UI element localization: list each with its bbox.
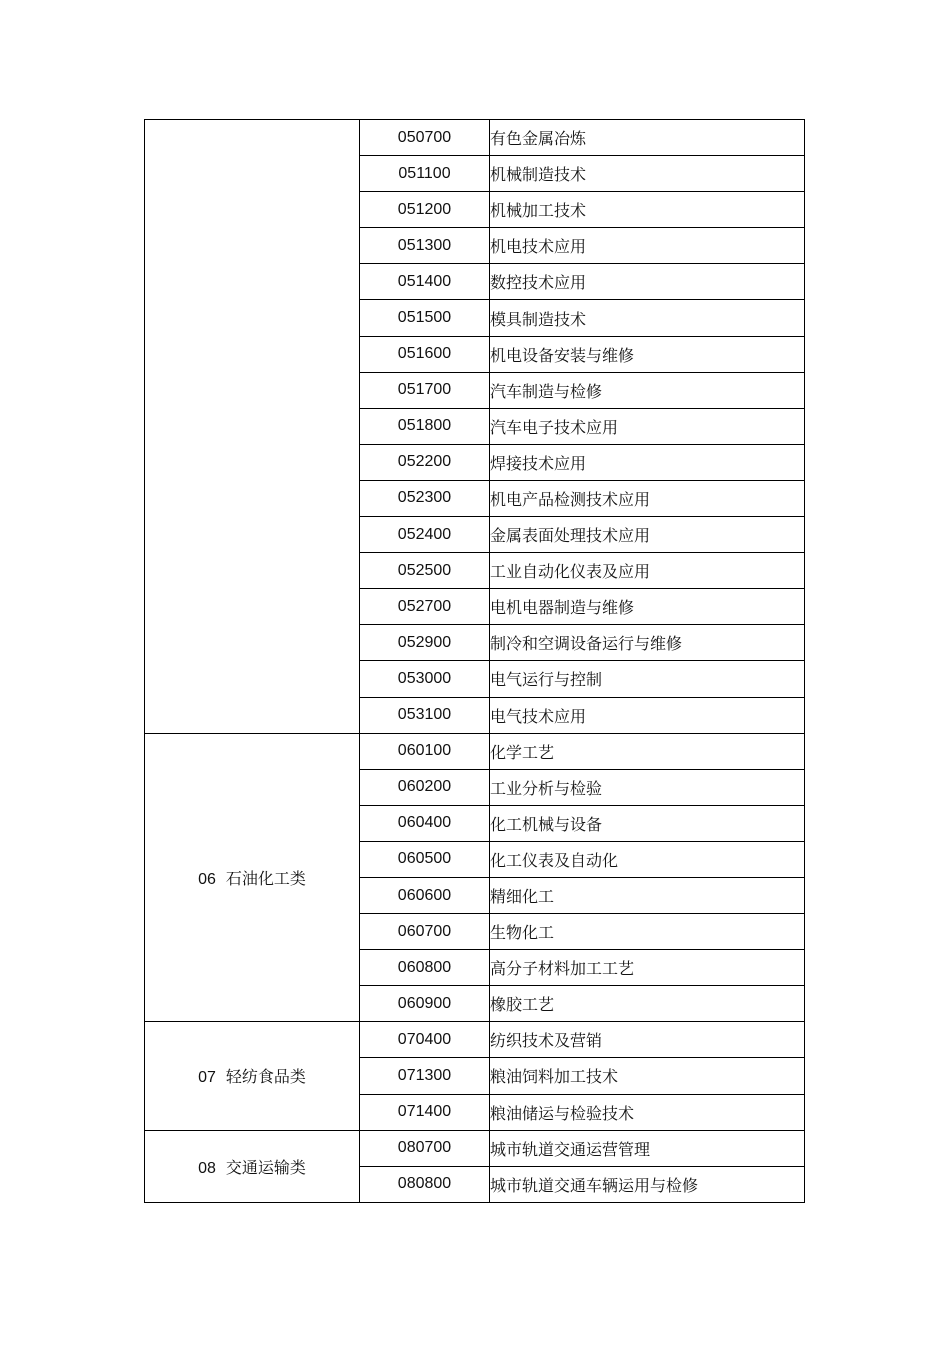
- major-code-cell: 060500: [360, 841, 490, 877]
- major-name-cell: 模具制造技术: [490, 300, 805, 336]
- major-name-cell: 机电技术应用: [490, 228, 805, 264]
- major-name-cell: 橡胶工艺: [490, 986, 805, 1022]
- major-code-cell: 052900: [360, 625, 490, 661]
- major-code-cell: 070400: [360, 1022, 490, 1058]
- category-label: 轻纺食品类: [225, 1067, 306, 1087]
- major-name-cell: 制冷和空调设备运行与维修: [490, 625, 805, 661]
- major-name-cell: 工业自动化仪表及应用: [490, 553, 805, 589]
- table-row: [145, 120, 805, 156]
- major-name-cell: 城市轨道交通运营管理: [490, 1130, 805, 1166]
- major-code-cell: 060600: [360, 877, 490, 913]
- major-catalog-table: [144, 119, 805, 1203]
- major-code-cell: 052700: [360, 589, 490, 625]
- category-cell: [145, 733, 360, 1022]
- table-row: [145, 1130, 805, 1166]
- category-label: 交通运输类: [225, 1157, 306, 1177]
- major-code-cell: 053100: [360, 697, 490, 733]
- category-number: 08: [198, 1159, 216, 1177]
- major-code-cell: 051300: [360, 228, 490, 264]
- category-cell: [145, 1130, 360, 1202]
- major-code-cell: 050700: [360, 120, 490, 156]
- major-code-cell: 051200: [360, 192, 490, 228]
- major-code-cell: 060200: [360, 769, 490, 805]
- major-code-cell: 060400: [360, 805, 490, 841]
- major-name-cell: 城市轨道交通车辆运用与检修: [490, 1166, 805, 1202]
- major-code-cell: 051600: [360, 336, 490, 372]
- major-code-cell: 052300: [360, 480, 490, 516]
- major-name-cell: 机械加工技术: [490, 192, 805, 228]
- table-row: [145, 1022, 805, 1058]
- major-code-cell: 053000: [360, 661, 490, 697]
- major-name-cell: 纺织技术及营销: [490, 1022, 805, 1058]
- major-code-cell: 071400: [360, 1094, 490, 1130]
- major-code-cell: 051500: [360, 300, 490, 336]
- table-row: [145, 733, 805, 769]
- category-cell: [145, 1022, 360, 1130]
- major-name-cell: 电气运行与控制: [490, 661, 805, 697]
- major-name-cell: 汽车制造与检修: [490, 372, 805, 408]
- major-name-cell: 化工机械与设备: [490, 805, 805, 841]
- major-name-cell: 高分子材料加工工艺: [490, 950, 805, 986]
- major-code-cell: 051400: [360, 264, 490, 300]
- category-number: 06: [198, 870, 216, 888]
- major-code-cell: 080800: [360, 1166, 490, 1202]
- major-name-cell: 电机电器制造与维修: [490, 589, 805, 625]
- major-code-cell: 060700: [360, 914, 490, 950]
- major-name-cell: 精细化工: [490, 877, 805, 913]
- major-name-cell: 有色金属冶炼: [490, 120, 805, 156]
- major-code-cell: 060900: [360, 986, 490, 1022]
- major-name-cell: 化学工艺: [490, 733, 805, 769]
- category-number: 07: [198, 1069, 216, 1087]
- major-name-cell: 电气技术应用: [490, 697, 805, 733]
- major-code-cell: 060100: [360, 733, 490, 769]
- major-name-cell: 数控技术应用: [490, 264, 805, 300]
- major-name-cell: 粮油储运与检验技术: [490, 1094, 805, 1130]
- major-name-cell: 化工仪表及自动化: [490, 841, 805, 877]
- category-label: 石油化工类: [225, 868, 306, 888]
- major-name-cell: 汽车电子技术应用: [490, 408, 805, 444]
- major-code-cell: 052400: [360, 517, 490, 553]
- major-name-cell: 生物化工: [490, 914, 805, 950]
- major-code-cell: 060800: [360, 950, 490, 986]
- major-code-cell: 071300: [360, 1058, 490, 1094]
- major-code-cell: 051800: [360, 408, 490, 444]
- major-code-cell: 051100: [360, 156, 490, 192]
- catalog-table-body: [145, 120, 805, 1203]
- major-code-cell: 052500: [360, 553, 490, 589]
- major-code-cell: 051700: [360, 372, 490, 408]
- major-code-cell: 052200: [360, 444, 490, 480]
- major-code-cell: 080700: [360, 1130, 490, 1166]
- major-name-cell: 机械制造技术: [490, 156, 805, 192]
- major-name-cell: 粮油饲料加工技术: [490, 1058, 805, 1094]
- major-name-cell: 工业分析与检验: [490, 769, 805, 805]
- major-name-cell: 机电设备安装与维修: [490, 336, 805, 372]
- major-name-cell: 机电产品检测技术应用: [490, 480, 805, 516]
- major-name-cell: 金属表面处理技术应用: [490, 517, 805, 553]
- category-cell: [145, 120, 360, 734]
- major-name-cell: 焊接技术应用: [490, 444, 805, 480]
